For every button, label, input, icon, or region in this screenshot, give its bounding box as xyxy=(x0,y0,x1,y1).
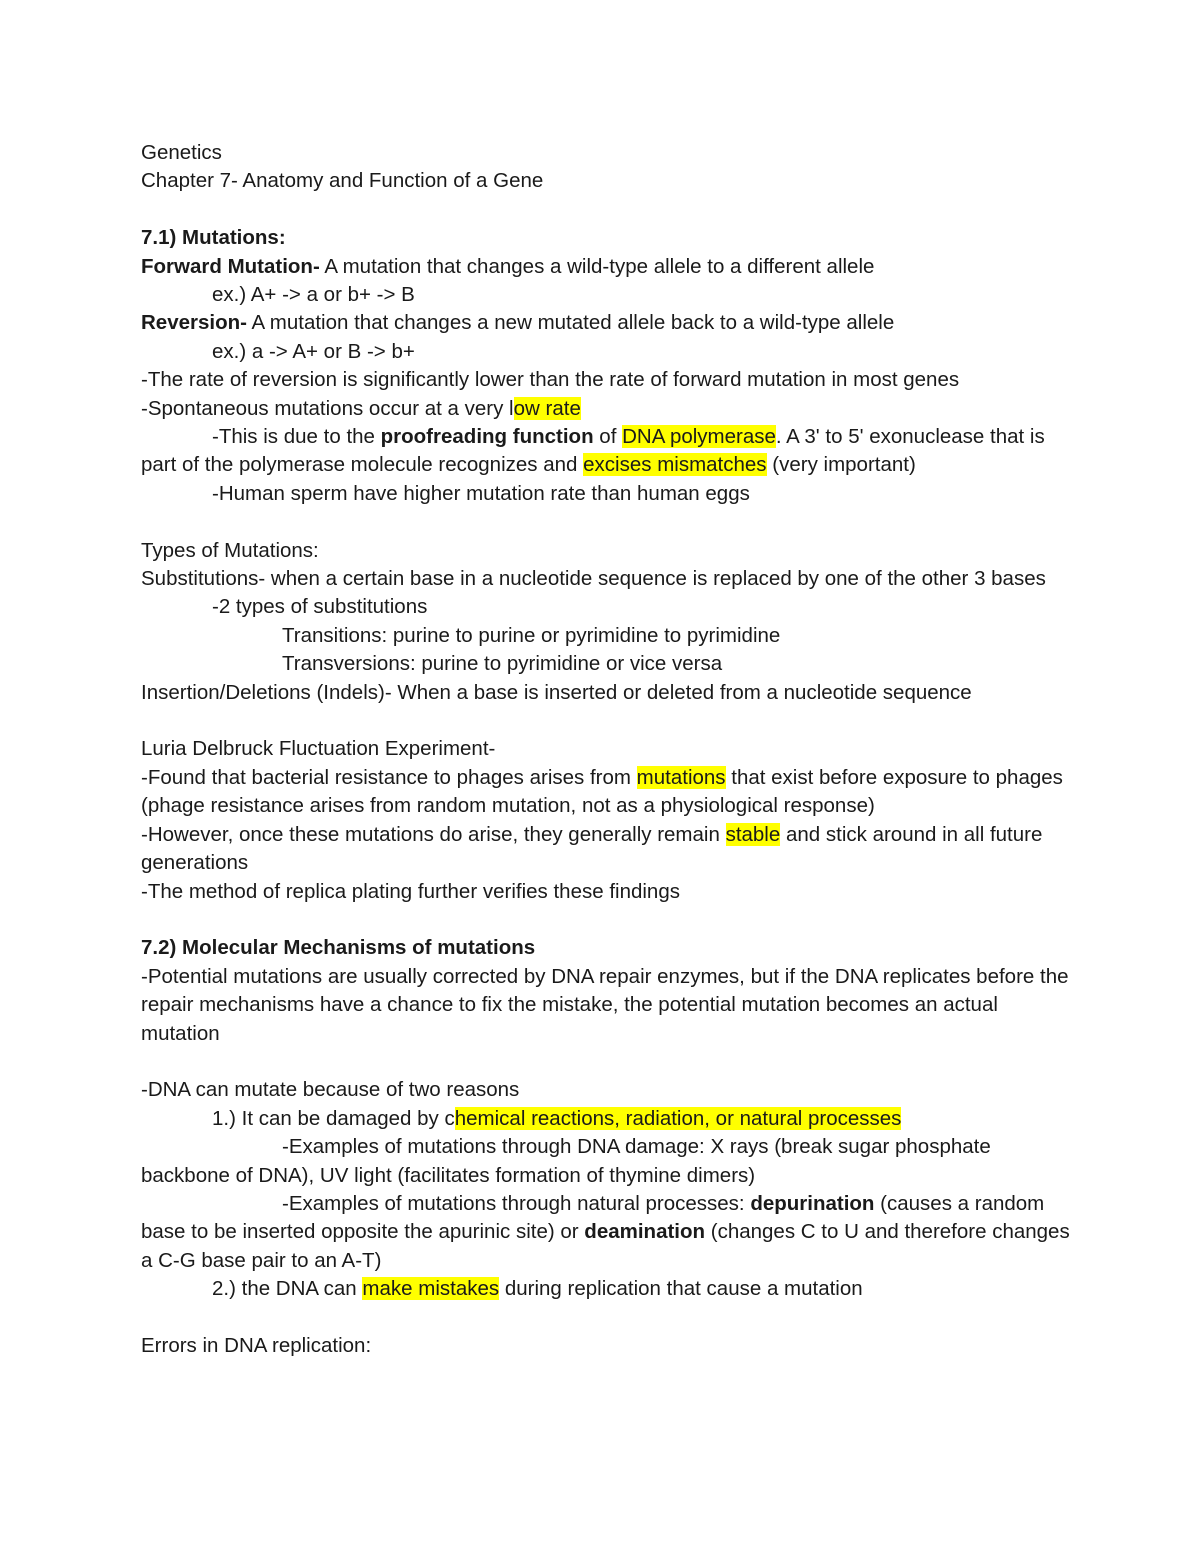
reversion-term: Reversion- xyxy=(141,311,247,335)
luria-heading: Luria Delbruck Fluctuation Experiment- xyxy=(141,737,496,761)
spontaneous-note: -Spontaneous mutations occur at a very low rate xyxy=(141,396,581,420)
spacer xyxy=(141,707,1071,735)
section-heading-7-2: 7.2) Molecular Mechanisms of mutations xyxy=(141,936,536,960)
repair-paragraph: -Potential mutations are usually corrected by DNA repair enzymes, but if the DNA replicates before the repair mechanisms have a chance to fix the mistake, the potential mutation becomes an actual mutation xyxy=(141,964,1069,1045)
term-depurination: depurination xyxy=(750,1191,875,1215)
rate-note: -The rate of reversion is significantly lower than the rate of forward mutation in most genes xyxy=(141,368,960,392)
types-heading: Types of Mutations: xyxy=(141,538,319,562)
section-heading-7-1: 7.1) Mutations: xyxy=(141,226,286,250)
highlight-stable: stable xyxy=(725,822,781,846)
transitions-def: Transitions: purine to purine or pyrimidine to pyrimidine xyxy=(282,623,781,647)
spacer xyxy=(141,508,1071,536)
document-body xyxy=(141,139,1071,1360)
reason-2: 2.) the DNA can make mistakes during replication that cause a mutation xyxy=(212,1277,863,1301)
spacer xyxy=(141,906,1071,934)
reason-1: 1.) It can be damaged by chemical reactions, radiation, or natural processes xyxy=(212,1106,902,1130)
spacer xyxy=(141,196,1071,224)
forward-mutation-example: ex.) A+ -> a or b+ -> B xyxy=(212,283,415,307)
chapter-title: Chapter 7- Anatomy and Function of a Gene xyxy=(141,169,544,193)
luria-point-1: -Found that bacterial resistance to phages arises from mutations that exist before exposure to phages (phage resistance arises from random mutation, not as a physiological response) xyxy=(141,765,1063,818)
highlight-chemical-reactions: hemical reactions, radiation, or natural processes xyxy=(454,1106,902,1130)
reversion-def: Reversion- A mutation that changes a new mutated allele back to a wild-type allele xyxy=(141,311,895,335)
term-deamination: deamination xyxy=(584,1220,706,1244)
spacer xyxy=(141,1048,1071,1076)
forward-mutation-def: Forward Mutation- A mutation that changes a wild-type allele to a different allele xyxy=(141,254,875,278)
indels-def: Insertion/Deletions (Indels)- When a base is inserted or deleted from a nucleotide sequence xyxy=(141,680,972,704)
transversions-def: Transversions: purine to pyrimidine or vice versa xyxy=(282,652,723,676)
highlight-low-rate: ow rate xyxy=(513,396,581,420)
doc-title: Genetics xyxy=(141,141,222,164)
forward-mutation-term: Forward Mutation- xyxy=(141,254,320,278)
spacer xyxy=(141,1304,1071,1332)
proofreading-note: -This is due to the proofreading function of DNA polymerase. A 3' to 5' exonuclease that is part of the polymerase molecule recognizes and excises mismatches (very important) xyxy=(141,425,1045,477)
highlight-dna-polymerase: DNA polymerase xyxy=(622,425,776,449)
reasons-intro: -DNA can mutate because of two reasons xyxy=(141,1078,520,1102)
substitutions-def: Substitutions- when a certain base in a nucleotide sequence is replaced by one of the other 3 bases xyxy=(141,567,1046,591)
errors-heading: Errors in DNA replication: xyxy=(141,1333,372,1357)
luria-point-3: -The method of replica plating further verifies these findings xyxy=(141,879,680,903)
reversion-example: ex.) a -> A+ or B -> b+ xyxy=(212,339,415,363)
damage-examples: -Examples of mutations through DNA damage: X rays (break sugar phosphate backbone of DNA), UV light (facilitates formation of thymine dimers) xyxy=(141,1135,991,1187)
luria-point-2: -However, once these mutations do arise, they generally remain stable and stick around in all future generations xyxy=(141,822,1043,875)
highlight-make-mistakes: make mistakes xyxy=(362,1277,500,1301)
sperm-note: -Human sperm have higher mutation rate than human eggs xyxy=(212,481,750,505)
highlight-excises-mismatches: excises mismatches xyxy=(583,453,767,477)
highlight-mutations: mutations xyxy=(636,765,726,789)
substitution-types: -2 types of substitutions xyxy=(212,595,428,619)
natural-process-examples: -Examples of mutations through natural processes: depurination (causes a random base to be inserted opposite the apurinic site) or deamination (changes C to U and therefore changes a C-G base pair to an A-T) xyxy=(141,1191,1070,1272)
